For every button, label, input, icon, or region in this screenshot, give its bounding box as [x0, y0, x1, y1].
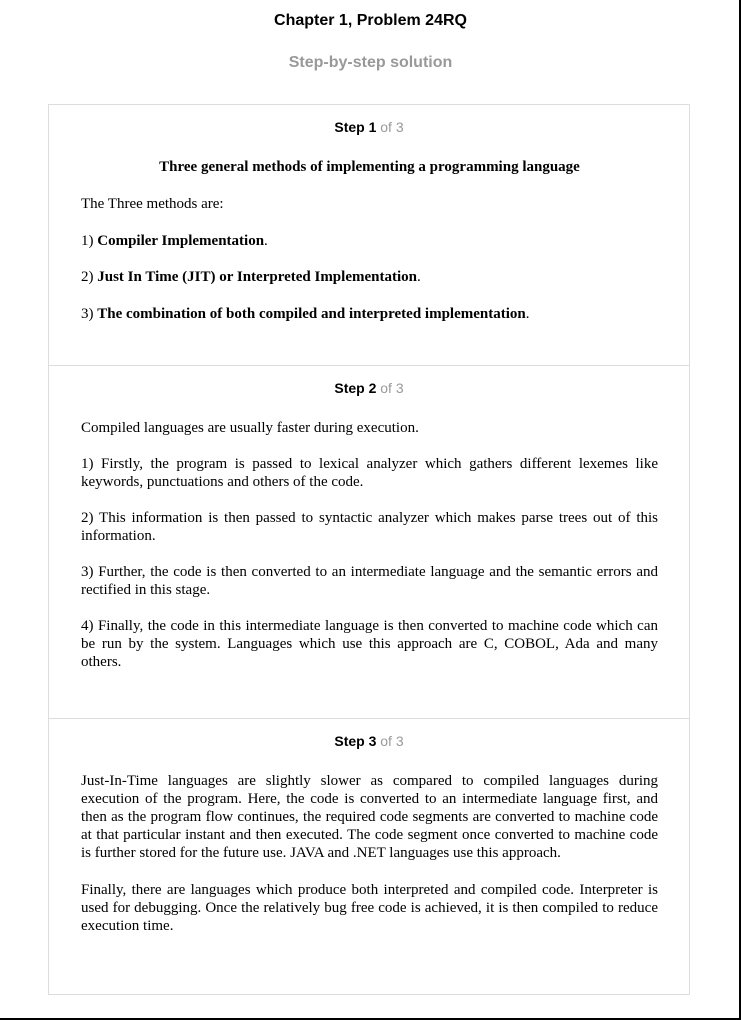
step-3-section: [49, 719, 689, 994]
item-2-text: Just In Time (JIT) or Interpreted Implementation: [97, 269, 417, 285]
step-1-body: [81, 158, 658, 323]
step-2-paragraph: Compiled languages are usually faster during execution.: [81, 420, 419, 436]
step-2-body: [81, 419, 658, 671]
solution-subtitle: Step-by-step solution: [288, 54, 453, 71]
step-2-paragraph: 4) Finally, the code in this intermediate language is then converted to machine code which can be run by the system. Languages which use this approach are C, COBOL, Ada and many others.: [81, 618, 658, 670]
step-3-paragraph: Finally, there are languages which produce both interpreted and compiled code. Interpreter is used for debugging. Once the relatively bug free code is achieved, it is then compiled to reduce execution time.: [81, 882, 658, 934]
step-1-heading: Three general methods of implementing a programming language: [159, 159, 580, 175]
step-3-paragraph: Just-In-Time languages are slightly slower as compared to compiled languages during execution of the program. Here, the code is converted to an intermediate language first, and then as the program flow continues, the required code segments are converted to machine code at that particular instant and then executed. The code segment once converted to machine code is further stored for the future use. JAVA and .NET languages use this approach.: [81, 773, 658, 861]
solution-steps: [48, 104, 690, 995]
step-2-header: [49, 380, 689, 396]
step-2-label: Step 2: [334, 380, 377, 396]
item-2-number: 2): [81, 269, 98, 285]
step-2-section: [49, 366, 689, 719]
step-3-label: Step 3: [334, 733, 377, 749]
step-1-header: [49, 119, 689, 135]
step-1-item-3: [81, 305, 658, 323]
step-2-paragraph: 3) Further, the code is then converted to an intermediate language and the semantic errors and rectified in this stage.: [81, 564, 658, 598]
step-2-total: of 3: [376, 380, 404, 396]
step-3-body: [81, 772, 658, 935]
step-3-total: of 3: [376, 733, 404, 749]
step-2-paragraph: 1) Firstly, the program is passed to lexical analyzer which gathers different lexemes like keywords, punctuations and others of the code.: [81, 456, 658, 490]
step-1-intro: The Three methods are:: [81, 196, 224, 212]
item-3-text: The combination of both compiled and interpreted implementation: [97, 306, 526, 322]
step-1-section: [49, 105, 689, 366]
item-1-text: Compiler Implementation: [97, 233, 265, 249]
step-1-item-1: [81, 232, 658, 250]
step-1-total: of 3: [376, 119, 404, 135]
step-1-label: Step 1: [334, 119, 377, 135]
item-2-end: .: [416, 269, 421, 285]
item-1-number: 1): [81, 233, 98, 249]
step-1-item-2: [81, 268, 658, 286]
page-title: Chapter 1, Problem 24RQ: [274, 12, 467, 29]
item-3-end: .: [525, 306, 530, 322]
item-1-end: .: [264, 233, 268, 249]
step-2-paragraph: 2) This information is then passed to syntactic analyzer which makes parse trees out of this information.: [81, 510, 658, 544]
item-3-number: 3): [81, 306, 98, 322]
step-3-header: [49, 733, 689, 749]
